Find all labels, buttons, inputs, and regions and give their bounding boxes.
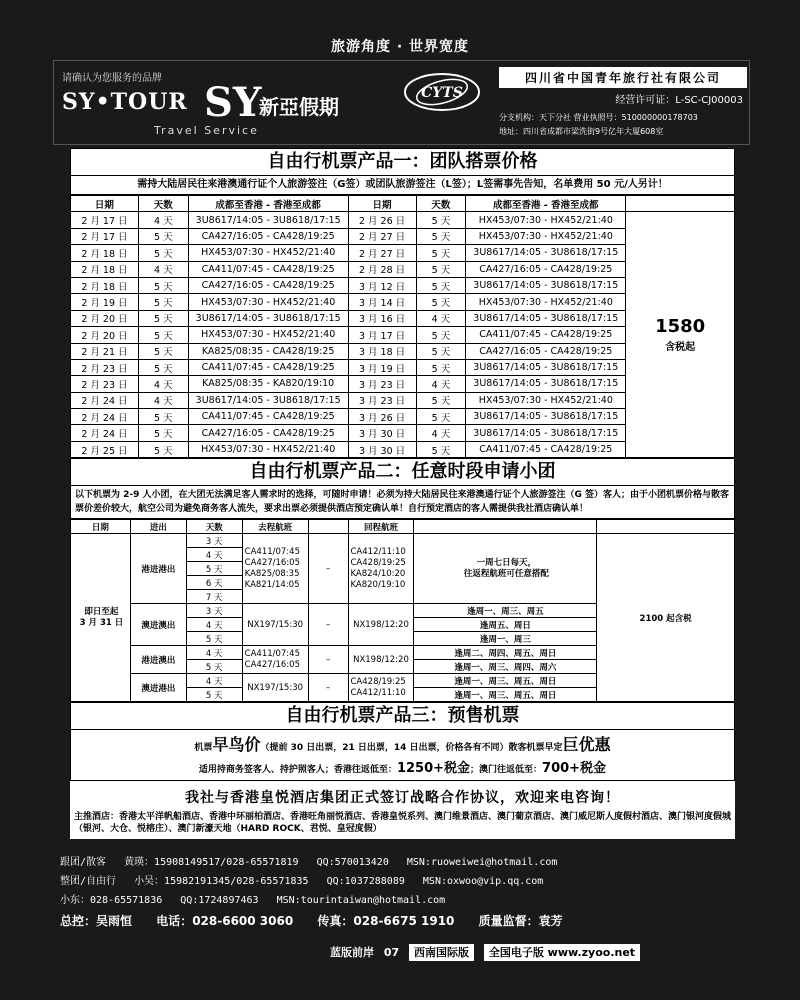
- company-info: [499, 67, 747, 141]
- company-address: 地址：四川省成都市梁洗街9号亿年大厦608室: [499, 127, 664, 136]
- table-cell: 4 天: [416, 310, 466, 326]
- table-cell: 2 月 17 日: [71, 212, 139, 228]
- dash-d: –: [308, 674, 348, 702]
- product1-title: 自由行机票产品一：团队搭票价格: [70, 148, 735, 176]
- outbound-b: NX197/15:30: [242, 604, 308, 646]
- table-cell: 5 天: [416, 228, 466, 244]
- table-cell: 3 月 16 日: [348, 310, 416, 326]
- schedule: 逢周一、周三、周四、周六: [414, 660, 597, 674]
- col-header: 天数: [186, 520, 242, 534]
- footer-site[interactable]: 全国电子版 www.zyoo.net: [484, 944, 640, 961]
- brand-hint: 请确认为您服务的品牌: [62, 73, 162, 84]
- table-row: [71, 534, 735, 548]
- table-cell: 2 月 18 日: [71, 261, 139, 277]
- footer-edition: 西南国际版: [409, 944, 474, 961]
- col-header: 天数: [416, 196, 466, 212]
- table-cell: KA825/08:35 - CA428/19:25: [188, 343, 348, 359]
- table-cell: 5 天: [416, 392, 466, 408]
- days: 3 天: [186, 534, 242, 548]
- table-cell: 2 月 26 日: [348, 212, 416, 228]
- route-c: 港进澳出: [130, 646, 186, 674]
- product1-header-row: [71, 196, 735, 212]
- presale-prefix: 机票: [194, 743, 213, 754]
- product1-body: [71, 212, 735, 458]
- hk-price: 1250+税金: [396, 761, 471, 777]
- footer: [330, 944, 646, 960]
- table-cell: 2 月 20 日: [71, 310, 139, 326]
- table-cell: 3 月 26 日: [348, 409, 416, 425]
- table-cell: KA825/08:35 - KA820/19:10: [188, 376, 348, 392]
- table-cell: 3U8617/14:05 - 3U8618/17:15: [466, 425, 626, 441]
- table-cell: 5 天: [416, 409, 466, 425]
- table-cell: CA427/16:05 - CA428/19:25: [466, 261, 626, 277]
- table-cell: 4 天: [138, 392, 188, 408]
- col-header: 日期: [348, 196, 416, 212]
- mo-price: 700+税金: [542, 761, 607, 777]
- product2-table: [70, 519, 735, 702]
- date-range: 即日至起 3 月 31 日: [71, 534, 131, 702]
- table-cell: HX453/07:30 - HX452/21:40: [188, 245, 348, 261]
- table-cell: 2 月 24 日: [71, 392, 139, 408]
- contact-row: [60, 891, 745, 910]
- table-cell: 5 天: [138, 245, 188, 261]
- table-cell: HX453/07:30 - HX452/21:40: [466, 212, 626, 228]
- table-cell: 4 天: [138, 212, 188, 228]
- table-cell: 2 月 27 日: [348, 245, 416, 261]
- table-cell: 2 月 24 日: [71, 425, 139, 441]
- footer-column: 蓝版前岸: [330, 946, 374, 959]
- days: 5 天: [186, 632, 242, 646]
- table-cell: CA411/07:45 - CA428/19:25: [466, 441, 626, 457]
- schedule: 逢周一、周三、周五、周日: [414, 674, 597, 688]
- product1-price-note: 含税起: [665, 342, 696, 354]
- days: 5 天: [186, 688, 242, 702]
- table-cell: HX453/07:30 - HX452/21:40: [188, 441, 348, 457]
- contact-msn[interactable]: MSN:oxwoo@vip.qq.com: [422, 876, 544, 887]
- product2-price: 2100 起含税: [597, 534, 735, 702]
- table-cell: 2 月 20 日: [71, 327, 139, 343]
- general-manager: 总控：吴雨恒: [60, 914, 133, 928]
- product2-header-row: [71, 520, 735, 534]
- col-header-empty: [414, 520, 597, 534]
- contact-msn[interactable]: MSN:ruoweiwei@hotmail.com: [406, 857, 558, 868]
- schedule-a: 一周七日每天， 往返程航班可任意搭配: [414, 534, 597, 604]
- table-cell: 2 月 28 日: [348, 261, 416, 277]
- table-cell: 3 月 14 日: [348, 294, 416, 310]
- company-branch: 分支机构：天下分社 营业执照号：510000000178703: [499, 113, 698, 122]
- main-fax: 传真：028-6675 1910: [317, 914, 455, 928]
- contacts: [60, 853, 745, 932]
- table-cell: 3U8617/14:05 - 3U8618/17:15: [188, 212, 348, 228]
- contact-dept: 跟团/散客: [60, 857, 107, 868]
- outbound-a: CA411/07:45 CA427/16:05 KA825/08:35 KA821/14:05: [242, 534, 308, 604]
- brand-mark: SY: [204, 79, 262, 126]
- product1-table: [70, 195, 735, 458]
- table-cell: HX453/07:30 - HX452/21:40: [466, 294, 626, 310]
- presale-text-b: ；澳门往返低至：: [470, 765, 543, 776]
- route-d: 澳进港出: [130, 674, 186, 702]
- table-cell: 4 天: [138, 261, 188, 277]
- table-cell: 3U8617/14:05 - 3U8618/17:15: [466, 409, 626, 425]
- days: 7 天: [186, 590, 242, 604]
- table-cell: CA411/07:45 - CA428/19:25: [188, 359, 348, 375]
- contact-phone[interactable]: 小吴：15982191345/028-65571835: [134, 876, 309, 887]
- inbound-c: NX198/12:20: [348, 646, 414, 674]
- table-cell: 3U8617/14:05 - 3U8618/17:15: [466, 277, 626, 293]
- col-header-empty: [626, 196, 735, 212]
- schedule: 逢周二、周四、周五、周日: [414, 646, 597, 660]
- table-cell: 3 月 23 日: [348, 392, 416, 408]
- table-cell: 5 天: [416, 245, 466, 261]
- product1-price-cell: [626, 212, 735, 458]
- table-cell: 5 天: [138, 343, 188, 359]
- table-cell: 5 天: [138, 409, 188, 425]
- company-name: 四川省中国青年旅行社有限公司: [499, 67, 747, 88]
- days: 4 天: [186, 646, 242, 660]
- early-note: （提前 30 日出票，21 日出票，14 日出票，价格各有不同）散客机票早定: [260, 743, 563, 754]
- table-cell: HX453/07:30 - HX452/21:40: [466, 228, 626, 244]
- table-cell: 5 天: [138, 310, 188, 326]
- days: 5 天: [186, 562, 242, 576]
- company-license: 经营许可证：L-SC-CJ00003: [615, 95, 743, 106]
- product3-title: 自由行机票产品三：预售机票: [70, 702, 735, 730]
- outbound-d: NX197/15:30: [242, 674, 308, 702]
- days: 6 天: [186, 576, 242, 590]
- col-header: 日期: [71, 520, 131, 534]
- table-cell: 5 天: [416, 359, 466, 375]
- table-cell: 5 天: [138, 277, 188, 293]
- contact-row: [60, 853, 745, 872]
- contact-dept: 整团/自由行: [60, 876, 117, 887]
- schedule: 逢周五、周日: [414, 618, 597, 632]
- days: 3 天: [186, 604, 242, 618]
- table-cell: CA411/07:45 - CA428/19:25: [466, 327, 626, 343]
- product1-price: 1580: [655, 316, 706, 338]
- table-cell: CA411/07:45 - CA428/19:25: [188, 409, 348, 425]
- table-cell: 5 天: [138, 425, 188, 441]
- contact-qq: QQ:1724897463: [180, 895, 259, 906]
- table-cell: 5 天: [416, 277, 466, 293]
- table-cell: 5 天: [416, 212, 466, 228]
- table-cell: 5 天: [416, 261, 466, 277]
- col-header: 回程航班: [348, 520, 414, 534]
- col-header: 日期: [71, 196, 139, 212]
- col-header: 去程航班: [242, 520, 308, 534]
- product2-notice: 以下机票为 2-9 人小团，在大团无法满足客人需求时的选择，可随时申请！必须为持大陆居民往来港澳通行证个人旅游签注（G 签）客人；由于小团机票价格与散客票价差价较大，航空公司为避免商务客人流失，要求出票必须提供酒店预定确认单！自行预定酒店的客人需提供我社酒店确认单！: [70, 486, 735, 519]
- table-cell: 4 天: [416, 425, 466, 441]
- main-phone[interactable]: 电话：028-6600 3060: [156, 914, 294, 928]
- big-deal: 巨优惠: [562, 735, 611, 755]
- col-header-empty: [308, 520, 348, 534]
- contact-qq: QQ:1037288089: [326, 876, 405, 887]
- table-cell: 5 天: [138, 359, 188, 375]
- presale-text-a: 适用持商务签客人、持护照客人；香港往返低至：: [198, 765, 397, 776]
- outbound-c: CA411/07:45 CA427/16:05: [242, 646, 308, 674]
- table-cell: 2 月 25 日: [71, 441, 139, 457]
- table-cell: 3 月 12 日: [348, 277, 416, 293]
- days: 4 天: [186, 548, 242, 562]
- col-header-empty: [597, 520, 735, 534]
- footer-page: 07: [383, 946, 400, 959]
- table-cell: CA427/16:05 - CA428/19:25: [188, 277, 348, 293]
- days: 4 天: [186, 618, 242, 632]
- dash-c: –: [308, 646, 348, 674]
- table-row: [71, 212, 735, 228]
- table-cell: 3U8617/14:05 - 3U8618/17:15: [466, 310, 626, 326]
- schedule: 逢周一、周三、周五、周日: [414, 688, 597, 702]
- col-header: 天数: [138, 196, 188, 212]
- table-cell: CA427/16:05 - CA428/19:25: [188, 228, 348, 244]
- table-cell: 2 月 24 日: [71, 409, 139, 425]
- brand-cn: 新亞假期: [259, 95, 339, 119]
- col-header: 进出: [130, 520, 186, 534]
- table-cell: 4 天: [138, 376, 188, 392]
- days: 4 天: [186, 674, 242, 688]
- table-cell: 2 月 19 日: [71, 294, 139, 310]
- table-cell: HX453/07:30 - HX452/21:40: [188, 327, 348, 343]
- contact-row: [60, 872, 745, 891]
- dash-a: –: [308, 534, 348, 604]
- product2-title: 自由行机票产品二：任意时段申请小团: [70, 458, 735, 486]
- schedule: 逢周一、周三、周五: [414, 604, 597, 618]
- table-cell: 2 月 23 日: [71, 359, 139, 375]
- table-cell: 5 天: [416, 327, 466, 343]
- route-b: 澳进澳出: [130, 604, 186, 646]
- table-cell: 3U8617/14:05 - 3U8618/17:15: [188, 392, 348, 408]
- table-cell: 5 天: [138, 228, 188, 244]
- main-content: [70, 148, 735, 839]
- table-cell: 2 月 18 日: [71, 245, 139, 261]
- table-cell: 3U8617/14:05 - 3U8618/17:15: [466, 359, 626, 375]
- table-cell: 2 月 27 日: [348, 228, 416, 244]
- table-cell: 5 天: [138, 327, 188, 343]
- presale-line2: [71, 757, 734, 776]
- presale-line1: [71, 732, 734, 755]
- table-cell: 2 月 17 日: [71, 228, 139, 244]
- table-cell: HX453/07:30 - HX452/21:40: [188, 294, 348, 310]
- table-cell: 4 天: [416, 376, 466, 392]
- contact-phone[interactable]: 黄瑛：15908149517/028-65571819: [124, 857, 299, 868]
- contact-msn[interactable]: MSN:tourintaiwan@hotmail.com: [276, 895, 446, 906]
- table-cell: 3U8617/14:05 - 3U8618/17:15: [466, 376, 626, 392]
- presale-box: [70, 730, 735, 781]
- brand-en: Travel Service: [154, 124, 259, 137]
- inbound-b: NX198/12:20: [348, 604, 414, 646]
- table-cell: 5 天: [138, 294, 188, 310]
- col-header: 成都至香港 - 香港至成都: [188, 196, 348, 212]
- hotels-list: 主推酒店：香港太平洋帆船酒店、香港中环丽柏酒店、香港旺角丽悦酒店、香港皇悦系列、澳门维景酒店、澳门葡京酒店、澳门威尼斯人度假村酒店、澳门银河度假城（银河、大仓、悦榕庄）、澳门新濠天地（HARD ROCK、君悦、皇冠度假）: [74, 812, 732, 835]
- product1-notice: 需持大陆居民往来港澳通行证个人旅游签注（G签）或团队旅游签注（L签）；L签需事先告知，名单费用 50 元/人另计！: [70, 176, 735, 195]
- schedule: 逢周一、周三: [414, 632, 597, 646]
- table-cell: 3 月 23 日: [348, 376, 416, 392]
- inbound-a: CA412/11:10 CA428/19:25 KA824/10:20 KA820/19:10: [348, 534, 414, 604]
- brand-logo: SY•TOUR: [62, 89, 188, 115]
- manager-row: [60, 910, 745, 932]
- table-cell: 5 天: [416, 343, 466, 359]
- table-cell: 3U8617/14:05 - 3U8618/17:15: [188, 310, 348, 326]
- table-cell: 5 天: [416, 441, 466, 457]
- table-cell: 3 月 17 日: [348, 327, 416, 343]
- days: 5 天: [186, 660, 242, 674]
- cooperation-banner: 我社与香港皇悦酒店集团正式签订战略合作协议，欢迎来电咨询！: [185, 790, 620, 807]
- contact-qq: QQ:570013420: [316, 857, 389, 868]
- table-cell: 5 天: [138, 441, 188, 457]
- early-bird: 早鸟价: [212, 735, 261, 755]
- table-cell: 2 月 18 日: [71, 277, 139, 293]
- table-cell: 5 天: [416, 294, 466, 310]
- table-cell: 3 月 18 日: [348, 343, 416, 359]
- col-header: 成都至香港 - 香港至成都: [466, 196, 626, 212]
- table-cell: 2 月 23 日: [71, 376, 139, 392]
- quality-supervisor: 质量监督：袁芳: [478, 914, 563, 928]
- table-cell: CA411/07:45 - CA428/19:25: [188, 261, 348, 277]
- cyts-logo-text: CYTS: [421, 85, 463, 101]
- route-a: 港进港出: [130, 534, 186, 604]
- table-cell: 3 月 19 日: [348, 359, 416, 375]
- top-slogan: 旅游角度 · 世界宽度: [330, 39, 470, 55]
- table-cell: CA427/16:05 - CA428/19:25: [466, 343, 626, 359]
- table-cell: 2 月 21 日: [71, 343, 139, 359]
- table-cell: HX453/07:30 - HX452/21:40: [466, 392, 626, 408]
- contact-phone[interactable]: 小东：028-65571836: [60, 895, 163, 906]
- dash-b: –: [308, 604, 348, 646]
- cyts-logo-icon: [402, 69, 482, 115]
- table-cell: CA427/16:05 - CA428/19:25: [188, 425, 348, 441]
- inbound-d: CA428/19:25 CA412/11:10: [348, 674, 414, 702]
- table-cell: 3U8617/14:05 - 3U8618/17:15: [466, 245, 626, 261]
- header: [53, 60, 750, 145]
- table-cell: 3 月 30 日: [348, 425, 416, 441]
- table-cell: 3 月 30 日: [348, 441, 416, 457]
